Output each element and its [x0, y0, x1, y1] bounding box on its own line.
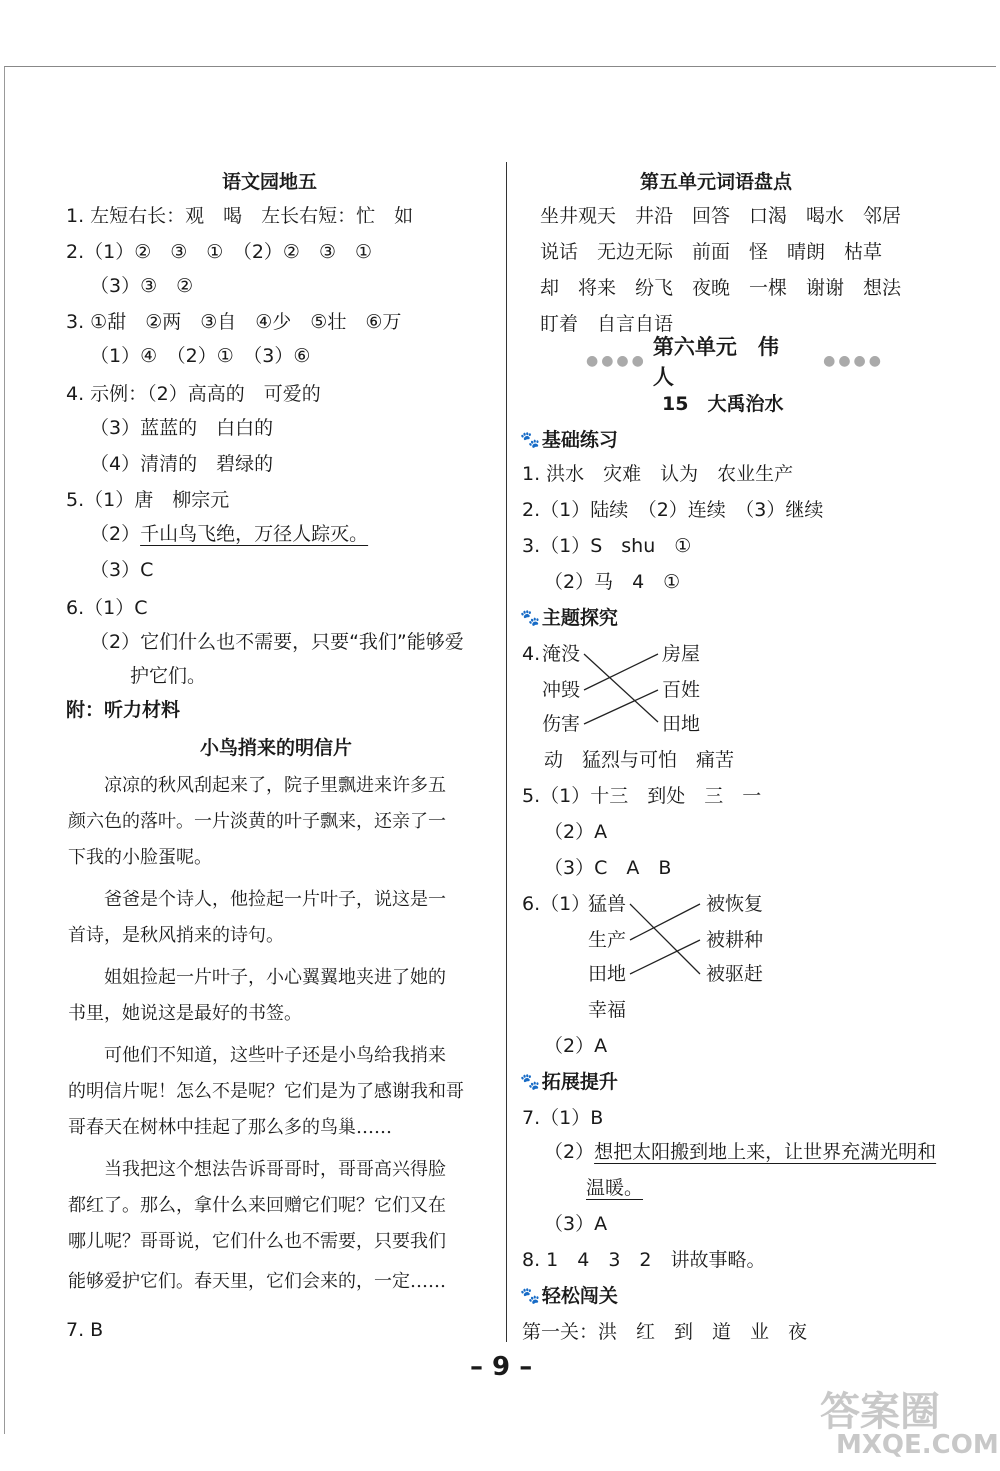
match-left-item: 猛兽	[588, 893, 627, 915]
story-line: 凉凉的秋风刮起来了，院子里飘进来许多五	[104, 775, 446, 796]
story-line: 能够爱护它们。春天里，它们会来的，一定……	[68, 1271, 446, 1292]
section-header-theme	[520, 606, 618, 630]
lesson-title: 15 大禹治水	[662, 393, 784, 415]
match-left-item: 伤害	[542, 713, 581, 735]
answer-line: 5.（1）唐 柳宗元	[66, 489, 230, 511]
story-title: 小鸟捎来的明信片	[200, 737, 353, 759]
answer-line: （1）④ （2）① （3）⑥	[90, 345, 311, 367]
match-right-item: 被恢复	[706, 893, 764, 915]
match-right-item: 被驱赶	[706, 963, 764, 985]
section-header-expand	[520, 1070, 618, 1094]
answer-line: （3）A	[544, 1213, 608, 1235]
answer-line: （2）A	[544, 1035, 608, 1057]
answer-line: 6.（1）C	[66, 597, 148, 619]
section-header-text: 轻松闯关	[541, 1285, 618, 1307]
section-header-text: 基础练习	[541, 429, 618, 451]
watermark-logo: 答案圈	[820, 1389, 940, 1435]
match-right-item: 被耕种	[706, 929, 764, 951]
word-line: 却 将来 纷飞 夜晚 一棵 谢谢 想法	[540, 277, 902, 299]
answer-line: 4.	[522, 643, 541, 665]
paw-icon: 🐾	[520, 1072, 540, 1091]
match-left-item: 田地	[588, 963, 627, 985]
answer-line: 护它们。	[130, 665, 207, 687]
answer-line: （3）蓝蓝的 白白的	[90, 417, 274, 439]
story-line: 姐姐捡起一片叶子，小心翼翼地夹进了她的	[104, 967, 446, 988]
section-header-text: 主题探究	[541, 607, 618, 629]
answer-line: 7.（1）B	[522, 1107, 604, 1129]
answer-line: 5.（1）十三 到处 三 一	[522, 785, 762, 807]
answer-line: 动 猛烈与可怕 痛苦	[544, 749, 735, 771]
match-left-item: 幸福	[588, 999, 627, 1021]
page-number: – 9 –	[470, 1352, 533, 1382]
answer-prefix: （2）	[90, 523, 141, 545]
answer-line: （2）马 4 ①	[544, 571, 681, 593]
story-line: 当我把这个想法告诉哥哥时，哥哥高兴得脸	[104, 1159, 446, 1180]
answer-line: 1. 左短右长：观 喝 左长右短：忙 如	[66, 205, 414, 227]
story-line: 的明信片呢！怎么不是呢？它们是为了感谢我和哥	[68, 1081, 464, 1102]
answer-line: （2）它们什么也不需要，只要“我们”能够爱	[90, 631, 464, 653]
decorative-dots-icon: ●●●●	[823, 353, 884, 369]
column-divider	[506, 162, 507, 1342]
story-line: 哪儿呢？哥哥说，它们什么也不需要，只要我们	[68, 1231, 446, 1252]
answer-line: 2.（1）② ③ ① （2）② ③ ①	[66, 241, 373, 263]
word-line: 说话 无边无际 前面 怪 晴朗 枯草	[540, 241, 883, 263]
story-line: 爸爸是个诗人，他捡起一片叶子，说这是一	[104, 889, 446, 910]
underlined-answer: 想把太阳搬到地上来，让世界充满光明和	[594, 1141, 937, 1163]
match-left-item: 淹没	[542, 643, 581, 665]
watermark-url: MXQE.COM	[836, 1430, 999, 1460]
answer-line: 3. ①甜 ②两 ③自 ④少 ⑤壮 ⑥万	[66, 311, 402, 333]
answer-line: 2.（1）陆续 （2）连续 （3）继续	[522, 499, 824, 521]
underlined-answer: 温暖。	[586, 1177, 644, 1199]
story-line: 下我的小脸蛋呢。	[68, 847, 212, 868]
answer-line: （4）清清的 碧绿的	[90, 453, 274, 475]
page-frame	[4, 66, 996, 1434]
unit-six-title-text: 第六单元 伟 人	[652, 335, 800, 389]
section-title-yuwen: 语文园地五	[222, 171, 318, 193]
story-line: 都红了。那么，拿什么来回赠它们呢？它们又在	[68, 1195, 446, 1216]
answer-line: （3）C A B	[544, 857, 672, 879]
answer-line: （3）C	[90, 559, 154, 581]
story-line: 首诗，是秋风捎来的诗句。	[68, 925, 284, 946]
word-line: 盯着 自言自语	[540, 313, 674, 335]
underlined-answer: 千山鸟飞绝，万径人踪灭。	[140, 523, 369, 545]
paw-icon: 🐾	[520, 608, 540, 627]
story-line: 可他们不知道，这些叶子还是小鸟给我捎来	[104, 1045, 446, 1066]
answer-line: 3.（1）S shu ①	[522, 535, 692, 557]
match-right-item: 田地	[662, 713, 701, 735]
unit-six-title	[580, 335, 890, 389]
match-right-item: 百姓	[662, 679, 701, 701]
answer-line: （2）A	[544, 821, 608, 843]
section-header-easy	[520, 1284, 618, 1308]
match-left-item: 生产	[588, 929, 627, 951]
answer-line	[586, 1176, 643, 1200]
word-line: 坐井观天 井沿 回答 口渴 喝水 邻居	[540, 205, 902, 227]
paw-icon: 🐾	[520, 430, 540, 449]
answer-line	[90, 522, 368, 546]
decorative-dots-icon: ●●●●	[586, 353, 647, 369]
answer-line	[544, 1140, 936, 1164]
answer-line: （3）③ ②	[90, 275, 194, 297]
appendix-label: 附：听力材料	[66, 699, 181, 721]
answer-prefix: （2）	[544, 1141, 595, 1163]
answer-line: 第一关：洪 红 到 道 业 夜	[522, 1321, 808, 1343]
answer-line: 4. 示例：（2）高高的 可爱的	[66, 383, 321, 405]
match-right-item: 房屋	[662, 643, 701, 665]
section-title-pandian: 第五单元词语盘点	[640, 171, 793, 193]
section-header-basic	[520, 428, 618, 452]
answer-line: 7. B	[66, 1319, 104, 1341]
story-line: 书里，她说这是最好的书签。	[68, 1003, 302, 1024]
match-left-item: 冲毁	[542, 679, 581, 701]
story-line: 颜六色的落叶。一片淡黄的叶子飘来，还亲了一	[68, 811, 446, 832]
answer-line: 6.（1）	[522, 893, 591, 915]
answer-line: 1. 洪水 灾难 认为 农业生产	[522, 463, 794, 485]
answer-line: 8. 1 4 3 2 讲故事略。	[522, 1249, 766, 1271]
section-header-text: 拓展提升	[541, 1071, 618, 1093]
paw-icon: 🐾	[520, 1286, 540, 1305]
story-line: 哥春天在树林中挂起了那么多的鸟巢……	[68, 1117, 392, 1138]
